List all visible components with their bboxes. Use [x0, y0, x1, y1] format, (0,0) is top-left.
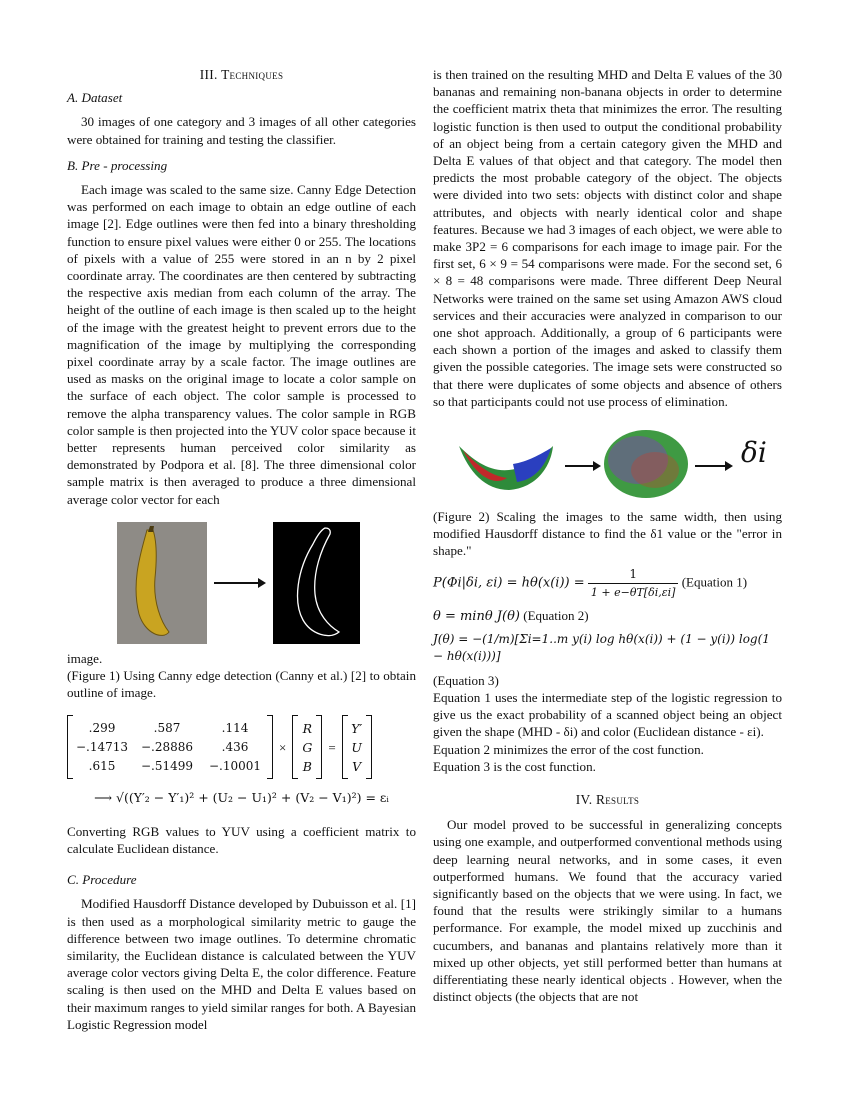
matrix-cell: −.10001: [208, 758, 262, 773]
vector-cell: V: [352, 758, 362, 774]
eq3-label: (Equation 3): [433, 672, 499, 688]
delta-symbol: δi: [741, 436, 767, 470]
figure1-trail: image.: [67, 650, 103, 666]
dataset-paragraph: 30 images of one category and 3 images of all other categories were obtained for training and testing the classifier.: [67, 114, 416, 147]
section-title-techniques: III. Techniques: [199, 67, 284, 82]
equation-1: [433, 566, 782, 601]
matrix-cell: −.28886: [140, 739, 194, 754]
procedure-continuation: is then trained on the resulting MHD and Delta E values of the 30 bananas and remaining non-banana objects in order to determine the coefficient matrix theta that minimizes the error. The resulting logistic function is then used to output the conditional probability of an object being from a certain category given the MHD and Delta E values of that object and that category. The model then predicts the most probable category of the object. The objects were divided into two sets: objects with distinct color and shape attributes, and objects with nearly identical color and shape features. Because we had 3 images of each object, we were able to make 3P2 = 6 comparisons for each image to image pair. For the first set, 6 × 9 = 54 comparisons were made. For the second set, 6 × 8 = 48 comparisons were made. Three different Deep Neural Networks were trained on the same set using Amazon AWS cloud services and their accuracies were analyzed in comparison to our one shot approach. Additionally, a group of 6 participants were each shown a portion of the images and asked to classify them given the possible categories. The image sets were constructed so that there were duplicates of some objects and absence of others so that participants could not use process of elimination.: [433, 67, 782, 409]
preprocessing-heading: B. Pre - processing: [67, 157, 168, 173]
left-column: [67, 66, 416, 1033]
vector-cell: U: [351, 739, 362, 755]
figure1-caption: (Figure 1) Using Canny edge detection (Canny et al.) [2] to obtain outline of image.: [67, 668, 416, 701]
equation-2: [433, 607, 782, 625]
eq2-formula: θ = minθ J(θ): [433, 609, 520, 625]
vector-cell: G: [302, 739, 313, 755]
coefficient-matrix: [73, 719, 267, 776]
vector-cell: B: [302, 758, 312, 774]
eq1-numerator: 1: [588, 566, 679, 584]
procedure-paragraph: Modified Hausdorff Distance developed by Dubuisson et al. [1] is then used as a morphological similarity metric to gauge the difference between two image outlines. To determine chromatic similarity, the Euclidean distance is calculated between the YUV average color vectors giving Delta E, the color difference. Feature scaling is then used on the MHD and Delta E values based on their maximum ranges to yield similar ranges for both. A Bayesian Logistic Regression model: [67, 896, 416, 1032]
eq1-denominator: 1 + e−θT[δi,εi]: [590, 585, 676, 599]
procedure-heading: C. Procedure: [67, 872, 137, 888]
edge-outline-image: [273, 522, 360, 644]
dataset-heading: A. Dataset: [67, 90, 123, 106]
eq1-fraction: [588, 566, 679, 601]
matrix-cell: .436: [221, 739, 249, 754]
banana-photo: [117, 522, 207, 644]
vector-cell: Y′: [351, 720, 363, 736]
rgb-vector: [298, 719, 316, 776]
figure-2: [433, 424, 782, 502]
results-paragraph: Our model proved to be successful in generalizing concepts using one example, and outperformed conventional methods using deep learning neural networks, and in some cases, it even outperformed humans. We found that the accuracy varied significantly based on the objects that we were using. In fact, we found that the results were strikingly similar to a humans performance. For example, the model mixed up zucchinis and cucumbers, and bananas and plantains relatively more than it mixed up other objects, yet still performed better than humans at differentiating these nearly identical objects . However, when the distinct objects (the objects that are not: [433, 817, 782, 1005]
figure2-caption: (Figure 2) Scaling the images to the same width, then using modified Hausdorff distance to find the δ1 value or the "error in shape.": [433, 509, 782, 559]
arrow-icon: [565, 461, 601, 471]
equation-description-2: Equation 2 minimizes the error of the cost function.: [433, 741, 704, 757]
preprocessing-paragraph: Each image was scaled to the same size. Canny Edge Detection was performed on each image to obtain an edge outline of each image [2]. Edge outlines were then fed into a binary thresholding function to ensure pixel values were either 0 or 255. The locations of pixels with a value of 255 were stored in an n by 2 pixel coordinate array. The coordinates are then centered by subtracting the respective axis median from each column of the array. The height of the outline of each image is then scaled up to the height of the image with the greatest height to prevent errors due to the magnification of the image by multiplying the corresponding pixel coordinate array by a scale factor. The image outlines are used as masks on the original image to locate a color sample on the surface of each object. The color sample is processed to remove the alpha transparency values. The color sample in RGB color sample is then projected into the YUV color space because it better represents human perceived color similarity as demonstrated by Podpora et al. [8]. The three dimensional color sample matrix is then averaged to produce a three dimensional average color vector for each: [67, 182, 416, 507]
matrix-cell: .615: [88, 758, 116, 773]
yuv-vector: [348, 719, 366, 776]
eq1-lhs: P(Φi|δi, εi) = hθ(x(i)) =: [433, 575, 585, 591]
euclidean-distance-formula: ⟶ √((Y′₂ − Y′₁)² + (U₂ − U₁)² + (V₂ − V₁)²) = εᵢ: [94, 790, 389, 806]
eq3-formula: J(θ) = −(1/m)[Σi=1..m y(i) log hθ(x(i)) + (1 − y(i)) log(1 − hθ(x(i)))]: [433, 632, 770, 664]
equation-description-1: Equation 1 uses the intermediate step of the logistic regression to give us the exact probability of a scanned object being an object given the shape (MHD - δi) and color (Euclidean distance - εi).: [433, 689, 782, 740]
vector-cell: R: [302, 720, 313, 736]
figure-1: [67, 522, 416, 646]
equation-description-3: Equation 3 is the cost function.: [433, 758, 596, 774]
eq2-label: (Equation 2): [523, 608, 589, 624]
equation-3: [433, 631, 782, 665]
conversion-paragraph: Converting RGB values to YUV using a coefficient matrix to calculate Euclidean distance.: [67, 823, 416, 856]
eq1-label: (Equation 1): [681, 574, 748, 590]
scaled-color-blob: [604, 430, 688, 498]
arrow-icon: [214, 578, 266, 588]
yuv-matrix-equation: .299 .587 .114 −.14713 −.28886 .436 .615 −.51499 −.10001 × R G B = Y′ U V: [67, 715, 416, 779]
matrix-cell: .114: [221, 720, 249, 735]
section-title-results: IV. Results: [575, 791, 640, 807]
matrix-cell: −.51499: [140, 758, 194, 773]
right-column: [433, 66, 782, 1005]
matrix-cell: .587: [153, 720, 181, 735]
matrix-cell: −.14713: [75, 739, 129, 754]
banana-color-mask: [459, 446, 553, 490]
arrow-icon: [695, 461, 733, 471]
matrix-cell: .299: [88, 720, 116, 735]
